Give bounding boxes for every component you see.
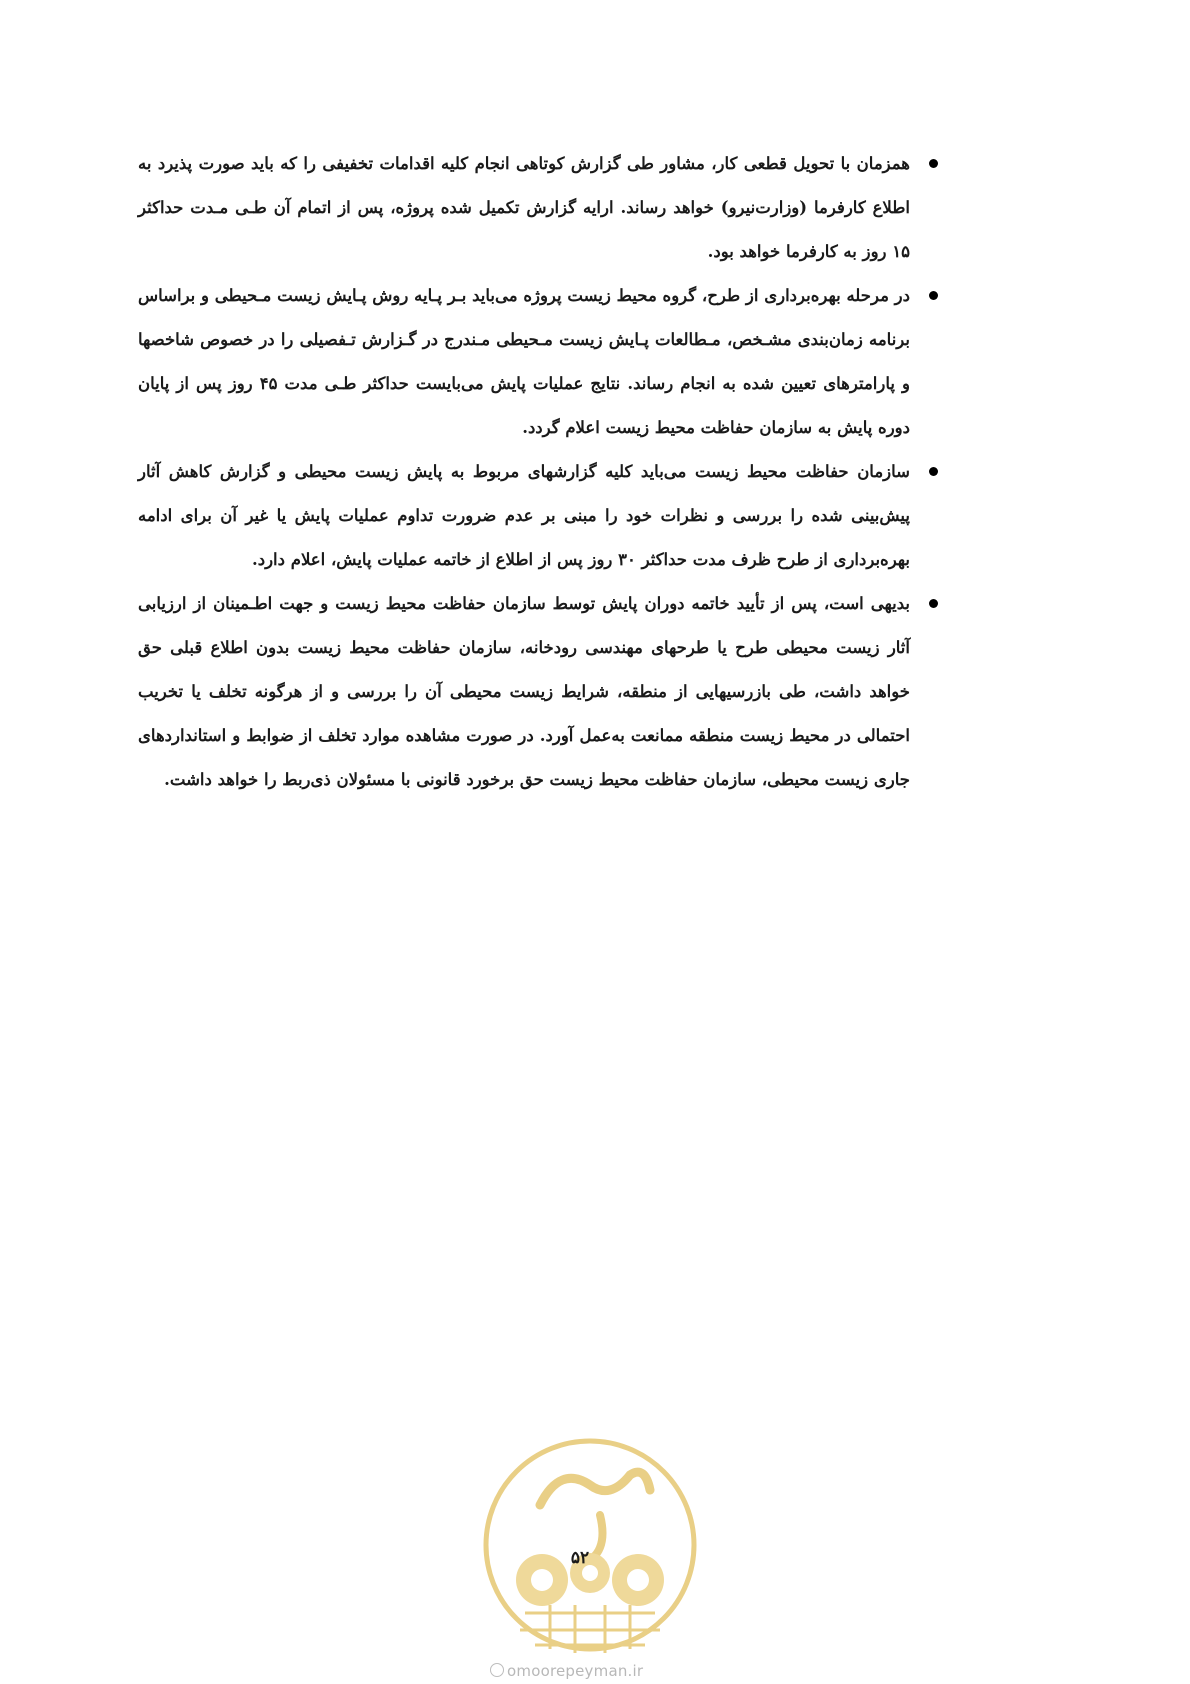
bullet-text: بدیهی است، پس از تأیید خاتمه دوران پایش توسط سازمان حفاظت محیط زیست و جهت اطـمینان از ارزیابی آثار زیست محیطی طرح یا طرحهای مهندسی رودخانه، سازمان حفاظت محیط زیست بدون اطلاع قبلی حق خواهد داشت، طی بازرسیهایی از منطقه، شرایط زیست محیطی آن را بررسی و از هرگونه تخلف یا تخریب احتمالی در محیط زیست منطقه ممانعت به‌عمل آورد. در صورت مشاهده موارد تخلف از ضوابط و استانداردهای جاری زیست محیطی، سازمان حفاظت محیط زیست حق برخورد قانونی با مسئولان ذی‌ربط را خواهد داشت. — [138, 594, 910, 789]
bullet-item — [138, 450, 938, 582]
bullet-dot-icon — [929, 159, 938, 168]
bullet-item — [138, 582, 938, 802]
watermark-seal-icon — [480, 1435, 700, 1655]
bullet-item — [138, 274, 938, 450]
bullet-text: در مرحله بهره‌برداری از طرح، گروه محیط زیست پروژه می‌باید بـر پـایه روش پـایش زیست مـحیطی و براساس برنامه زمان‌بندی مشـخص، مـطالعات پـایش زیست مـحیطی مـندرج در گـزارش تـفصیلی را در خصوص شاخصها و پارامترهای تعیین شده به انجام رساند. نتایج عملیات پایش می‌بایست حداکثر طـی مدت ۴۵ روز پس از پایان دوره پایش به سازمان حفاظت محیط زیست اعلام گردد. — [138, 286, 910, 437]
bullet-dot-icon — [929, 599, 938, 608]
bullet-list — [138, 142, 938, 802]
watermark-url — [490, 1662, 643, 1680]
document-body — [138, 142, 938, 802]
watermark-url-text: omoorepeyman.ir — [507, 1662, 644, 1680]
bullet-text: سازمان حفاظت محیط زیست می‌باید کلیه گزارشهای مربوط به پایش زیست محیطی و گزارش کاهش آثار پیش‌بینی شده را بررسی و نظرات خود را مبنی بر عدم ضرورت تداوم عملیات پایش یا غیر آن برای ادامه بهره‌برداری از طرح ظرف مدت حداکثر ۳۰ روز پس از اطلاع از خاتمه عملیات پایش، اعلام دارد. — [138, 462, 910, 569]
bullet-item — [138, 142, 938, 274]
globe-icon — [490, 1663, 504, 1677]
bullet-dot-icon — [929, 467, 938, 476]
bullet-text: همزمان با تحویل قطعی کار، مشاور طی گزارش کوتاهی انجام کلیه اقدامات تخفیفی را که باید صورت پذیرد به اطلاع کارفرما (وزارت‌نیرو) خواهد رساند. ارایه گزارش تکمیل شده پروژه، پس از اتمام آن طـی مـدت حداکثر ۱۵ روز به کارفرما خواهد بود. — [138, 154, 910, 261]
bullet-dot-icon — [929, 291, 938, 300]
page-number: ۵۲ — [570, 1548, 590, 1568]
